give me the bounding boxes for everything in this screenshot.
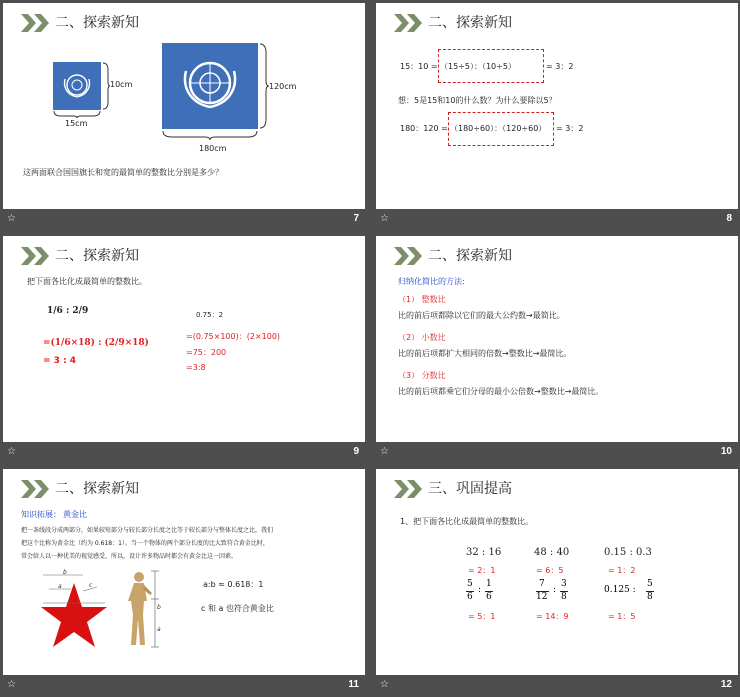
method-3-label: （3） 分数比	[398, 371, 446, 380]
fraction-problem: 1/6 : 2/9	[47, 306, 89, 316]
slide-title: 三、巩固提高	[428, 481, 512, 497]
slide-10-thumbnail[interactable]	[376, 236, 738, 464]
slide-number: 7	[353, 213, 359, 224]
method-3-text: 比的前后项都乘它们分母的最小公倍数→整数比→最简比。	[398, 387, 604, 396]
exercise-answer: = 1：2	[608, 566, 636, 575]
chevron-arrows-icon	[21, 14, 51, 32]
slide-title: 二、探索新知	[428, 248, 512, 264]
large-width-brace	[162, 130, 258, 140]
numerator: 1	[486, 579, 492, 589]
method-2-text: 比的前后项都扩大相同的倍数→整数比→最简比。	[398, 349, 572, 358]
exercise-question: 32 : 16	[466, 547, 502, 558]
label-b: b	[157, 604, 161, 611]
denominator: 8	[561, 592, 567, 602]
decimal-result: =3:8	[186, 363, 206, 372]
instruction-text: 把下面各比化成最简单的整数比。	[27, 277, 147, 286]
paragraph-line: 常会给人以一种优美的视觉感受，所以，设计许多物品时都会有黄金比这一因素。	[21, 553, 238, 560]
numerator: 7	[539, 579, 545, 589]
chevron-arrows-icon	[21, 480, 51, 498]
label-c: c	[89, 582, 93, 589]
slide-11-thumbnail[interactable]	[3, 469, 365, 697]
method-1-label: （1） 整数比	[398, 295, 446, 304]
question-text: 这两面联合国国旗长和宽的最简单的整数比分别是多少？	[23, 168, 223, 177]
label-b: b	[63, 569, 67, 576]
small-un-flag	[53, 62, 101, 110]
instruction-text: 1、把下面各比化成最简单的整数比。	[400, 517, 534, 526]
un-emblem-icon	[53, 62, 101, 110]
numerator: 5	[647, 579, 653, 589]
slide-number: 12	[720, 679, 732, 690]
exercise-question: 0.15 : 0.3	[604, 547, 652, 558]
eq1-right: = 3：2	[546, 62, 574, 71]
slide-footer	[3, 675, 365, 697]
exercise-answer: = 14：9	[536, 612, 569, 621]
red-star-diagram	[39, 569, 109, 649]
slide-title: 二、探索新知	[55, 248, 139, 264]
fraction-exercise	[604, 579, 664, 607]
fraction-result: = 3 : 4	[43, 356, 77, 366]
denominator: 6	[486, 592, 492, 602]
slide-9-thumbnail[interactable]	[3, 236, 365, 464]
eq1-box-text: （15÷5）：（10÷5）	[440, 62, 516, 71]
statue-figure	[121, 569, 169, 651]
paragraph-line: 把一条线段分成两部分，如果较短部分与较长部分长度之比等于较长部分与整体长度之比，我们	[21, 527, 274, 534]
slide-number: 9	[353, 446, 359, 457]
slide-transition-icon[interactable]: ☆	[7, 213, 16, 224]
slide-transition-icon[interactable]: ☆	[380, 446, 389, 457]
slide-title: 二、探索新知	[55, 15, 139, 31]
slide-transition-icon[interactable]: ☆	[380, 213, 389, 224]
exercise-question: 48 : 40	[534, 547, 570, 558]
decimal-step: =(0.75×100)：(2×100)	[186, 332, 281, 341]
decimal-step2: =75：200	[186, 348, 227, 357]
think-question: 想：5是15和10的什么数？为什么要除以5？	[398, 96, 557, 105]
slide-number: 11	[348, 679, 359, 690]
fraction-step: =(1/6×18) : (2/9×18)	[43, 338, 149, 348]
slide-footer	[3, 442, 365, 464]
slide-number: 8	[726, 213, 732, 224]
large-height-label: 120cm	[269, 82, 297, 91]
chevron-arrows-icon	[394, 480, 424, 498]
chevron-arrows-icon	[394, 247, 424, 265]
slide-transition-icon[interactable]: ☆	[7, 679, 16, 690]
decimal-term: 0.125 :	[604, 585, 636, 595]
denominator: 8	[647, 592, 653, 602]
topic-label: 知识拓展：	[21, 510, 61, 519]
chevron-arrows-icon	[394, 14, 424, 32]
methods-heading: 归纳化简比的方法:	[398, 277, 465, 286]
exercise-answer: = 6：5	[536, 566, 564, 575]
golden-ratio-formula: a:b ≈ 0.618：1	[203, 580, 264, 589]
label-a: a	[58, 583, 62, 590]
exercise-answer: = 1：5	[608, 612, 636, 621]
small-height-label: 10cm	[110, 80, 133, 89]
decimal-problem: 0.75：2	[196, 311, 224, 319]
eq1-left: 15：10 =	[400, 62, 438, 71]
fraction-exercise: 5 6 : 1 6	[467, 579, 492, 602]
numerator: 5	[467, 579, 473, 589]
slide-transition-icon[interactable]: ☆	[380, 679, 389, 690]
slide-number: 10	[720, 446, 732, 457]
small-height-brace	[102, 62, 110, 110]
label-a: a	[157, 626, 161, 633]
denominator: 12	[536, 592, 548, 602]
chevron-arrows-icon	[21, 247, 51, 265]
slide-title: 二、探索新知	[428, 15, 512, 31]
slide-12-thumbnail[interactable]	[376, 469, 738, 697]
method-2-label: （2） 小数比	[398, 333, 446, 342]
small-width-label: 15cm	[65, 119, 88, 128]
slide-title: 二、探索新知	[55, 481, 139, 497]
large-height-brace	[259, 43, 269, 129]
paragraph-line: 把这个比称为黄金比（约为 0.618：1）。当一个物体的两个部分长度的比大致符合黄金比时，	[21, 540, 269, 547]
method-1-text: 比的前后项都除以它们的最大公约数→最简比。	[398, 311, 565, 320]
large-un-flag	[162, 43, 258, 129]
golden-ratio-note: c 和 a 也符合黄金比	[201, 604, 274, 613]
slide-8-thumbnail[interactable]	[376, 3, 738, 231]
slide-footer	[3, 209, 365, 231]
slide-transition-icon[interactable]: ☆	[7, 446, 16, 457]
eq2-box-text: （180÷60）：（120÷60）	[450, 124, 547, 133]
un-emblem-icon	[162, 43, 258, 129]
large-width-label: 180cm	[199, 144, 227, 153]
exercise-answer: = 2：1	[468, 566, 496, 575]
exercise-answer: = 5：1	[468, 612, 496, 621]
slide-footer	[376, 209, 738, 231]
denominator: 6	[467, 592, 473, 602]
slide-footer	[376, 442, 738, 464]
eq2-left: 180：120 =	[400, 124, 448, 133]
eq2-right: = 3：2	[556, 124, 584, 133]
numerator: 3	[561, 579, 567, 589]
small-width-brace	[53, 110, 101, 118]
slide-7-thumbnail[interactable]	[3, 3, 365, 231]
topic-name: 黄金比	[63, 510, 87, 519]
slide-footer	[376, 675, 738, 697]
fraction-exercise: 7 12 : 3 8	[536, 579, 567, 602]
